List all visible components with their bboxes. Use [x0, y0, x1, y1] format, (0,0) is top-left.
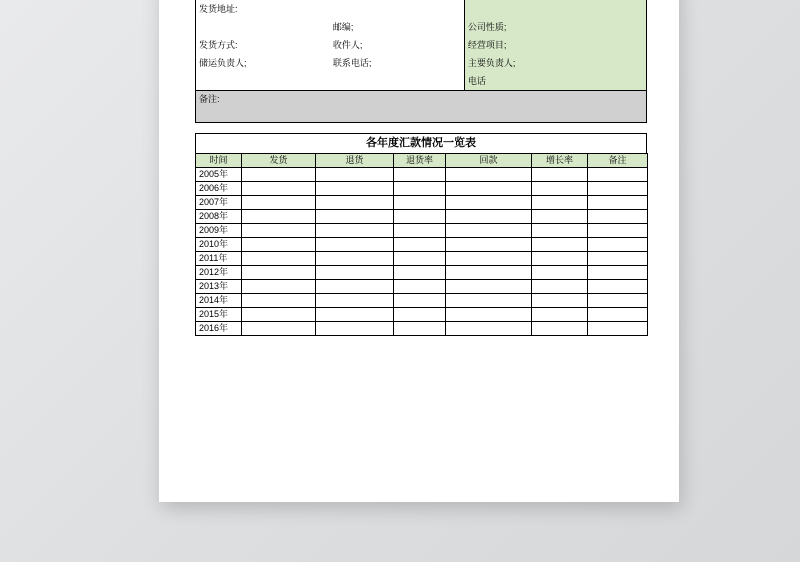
- cell-year[interactable]: 2013年: [196, 280, 242, 294]
- cell-return[interactable]: [316, 224, 394, 238]
- cell-remark[interactable]: [588, 224, 648, 238]
- top-info-right-column: [465, 0, 646, 90]
- spacer: [195, 123, 647, 133]
- cell-shipment[interactable]: [242, 238, 316, 252]
- cell-return-rate[interactable]: [394, 294, 446, 308]
- info-row: [196, 54, 464, 72]
- info-row: [465, 36, 646, 54]
- top-info-left-column: [196, 0, 465, 90]
- top-info-block: [195, 0, 647, 91]
- table-header-row: [196, 154, 648, 168]
- remark-cell[interactable]: 备注:: [195, 91, 647, 123]
- cell-remark[interactable]: [588, 322, 648, 336]
- cell-shipment[interactable]: [242, 168, 316, 182]
- cell-return[interactable]: [316, 210, 394, 224]
- table-row: [196, 280, 648, 294]
- header-return: 退货: [316, 154, 394, 168]
- cell-remark[interactable]: [588, 182, 648, 196]
- cell-payment[interactable]: [446, 280, 532, 294]
- cell-shipment[interactable]: [242, 182, 316, 196]
- cell-payment[interactable]: [446, 238, 532, 252]
- cell-growth-rate[interactable]: [532, 182, 588, 196]
- cell-return[interactable]: [316, 280, 394, 294]
- cell-growth-rate[interactable]: [532, 252, 588, 266]
- table-row: [196, 252, 648, 266]
- main-manager-label: 主要负责人;: [467, 57, 516, 68]
- table-row: [196, 210, 648, 224]
- cell-remark[interactable]: [588, 196, 648, 210]
- cell-year[interactable]: 2007年: [196, 196, 242, 210]
- info-row: [465, 0, 646, 18]
- cell-remark[interactable]: [588, 308, 648, 322]
- cell-growth-rate[interactable]: [532, 308, 588, 322]
- cell-return-rate[interactable]: [394, 266, 446, 280]
- info-row: [196, 36, 464, 54]
- header-remark: 备注: [588, 154, 648, 168]
- cell-shipment[interactable]: [242, 252, 316, 266]
- cell-year[interactable]: 2015年: [196, 308, 242, 322]
- cell-return[interactable]: [316, 196, 394, 210]
- cell-remark[interactable]: [588, 252, 648, 266]
- cell-year[interactable]: 2016年: [196, 322, 242, 336]
- table-row: [196, 294, 648, 308]
- storage-manager-label: 储运负责人;: [199, 57, 247, 68]
- cell-year[interactable]: 2006年: [196, 182, 242, 196]
- cell-payment[interactable]: [446, 182, 532, 196]
- cell-return[interactable]: [316, 252, 394, 266]
- contact-phone-label: 联系电话;: [332, 57, 372, 68]
- cell-return-rate[interactable]: [394, 168, 446, 182]
- cell-growth-rate[interactable]: [532, 294, 588, 308]
- cell-return-rate[interactable]: [394, 210, 446, 224]
- table-title: 各年度汇款情况一览表: [195, 133, 647, 153]
- cell-remark[interactable]: [588, 238, 648, 252]
- cell-year[interactable]: 2011年: [196, 252, 242, 266]
- header-shipment: 发货: [242, 154, 316, 168]
- postcode-label: 邮编;: [332, 21, 354, 32]
- cell-payment[interactable]: [446, 224, 532, 238]
- cell-payment[interactable]: [446, 308, 532, 322]
- cell-return[interactable]: [316, 322, 394, 336]
- cell-return[interactable]: [316, 308, 394, 322]
- cell-growth-rate[interactable]: [532, 224, 588, 238]
- cell-payment[interactable]: [446, 210, 532, 224]
- cell-return-rate[interactable]: [394, 196, 446, 210]
- table-row: [196, 168, 648, 182]
- cell-remark[interactable]: [588, 266, 648, 280]
- business-items-label: 经营项目;: [467, 39, 507, 50]
- cell-year[interactable]: 2012年: [196, 266, 242, 280]
- cell-shipment[interactable]: [242, 266, 316, 280]
- table-row: [196, 238, 648, 252]
- cell-year[interactable]: 2008年: [196, 210, 242, 224]
- info-row: [196, 0, 464, 18]
- cell-payment[interactable]: [446, 266, 532, 280]
- cell-return-rate[interactable]: [394, 322, 446, 336]
- cell-shipment[interactable]: [242, 210, 316, 224]
- cell-return[interactable]: [316, 168, 394, 182]
- cell-growth-rate[interactable]: [532, 238, 588, 252]
- cell-remark[interactable]: [588, 294, 648, 308]
- cell-growth-rate[interactable]: [532, 280, 588, 294]
- receiver-label: 收件人;: [332, 39, 363, 50]
- header-growth-rate: 增长率: [532, 154, 588, 168]
- cell-shipment[interactable]: [242, 322, 316, 336]
- table-row: [196, 182, 648, 196]
- cell-shipment[interactable]: [242, 196, 316, 210]
- cell-shipment[interactable]: [242, 308, 316, 322]
- header-return-rate: 退货率: [394, 154, 446, 168]
- cell-remark[interactable]: [588, 168, 648, 182]
- table-row: [196, 322, 648, 336]
- cell-return-rate[interactable]: [394, 280, 446, 294]
- header-time: 时间: [196, 154, 242, 168]
- cell-shipment[interactable]: [242, 224, 316, 238]
- cell-year[interactable]: 2005年: [196, 168, 242, 182]
- cell-return[interactable]: [316, 266, 394, 280]
- cell-payment[interactable]: [446, 252, 532, 266]
- header-payment: 回款: [446, 154, 532, 168]
- cell-growth-rate[interactable]: [532, 322, 588, 336]
- cell-growth-rate[interactable]: [532, 196, 588, 210]
- table-row: [196, 266, 648, 280]
- cell-payment[interactable]: [446, 168, 532, 182]
- cell-return-rate[interactable]: [394, 182, 446, 196]
- document-paper: [159, 0, 679, 502]
- cell-payment[interactable]: [446, 322, 532, 336]
- ship-address-label: 发货地址:: [199, 3, 238, 14]
- info-row: [465, 18, 646, 36]
- table-body: [196, 168, 648, 336]
- cell-return-rate[interactable]: [394, 252, 446, 266]
- cell-return[interactable]: [316, 238, 394, 252]
- cell-year[interactable]: 2009年: [196, 224, 242, 238]
- cell-return-rate[interactable]: [394, 224, 446, 238]
- info-row: [465, 72, 646, 90]
- cell-shipment[interactable]: [242, 294, 316, 308]
- cell-remark[interactable]: [588, 210, 648, 224]
- cell-return[interactable]: [316, 182, 394, 196]
- cell-return-rate[interactable]: [394, 308, 446, 322]
- cell-growth-rate[interactable]: [532, 210, 588, 224]
- cell-year[interactable]: 2014年: [196, 294, 242, 308]
- cell-remark[interactable]: [588, 280, 648, 294]
- manager-phone-label: 电话: [467, 75, 486, 86]
- cell-payment[interactable]: [446, 294, 532, 308]
- cell-return[interactable]: [316, 294, 394, 308]
- company-type-label: 公司性质;: [467, 21, 507, 32]
- table-row: [196, 224, 648, 238]
- info-row: [196, 18, 464, 36]
- cell-shipment[interactable]: [242, 280, 316, 294]
- ship-method-label: 发货方式:: [199, 39, 238, 50]
- table-row: [196, 308, 648, 322]
- spreadsheet-area: [195, 0, 647, 336]
- table-row: [196, 196, 648, 210]
- cell-growth-rate[interactable]: [532, 266, 588, 280]
- info-row: [465, 54, 646, 72]
- cell-growth-rate[interactable]: [532, 168, 588, 182]
- cell-return-rate[interactable]: [394, 238, 446, 252]
- cell-year[interactable]: 2010年: [196, 238, 242, 252]
- yearly-remittance-table: [195, 153, 648, 336]
- cell-payment[interactable]: [446, 196, 532, 210]
